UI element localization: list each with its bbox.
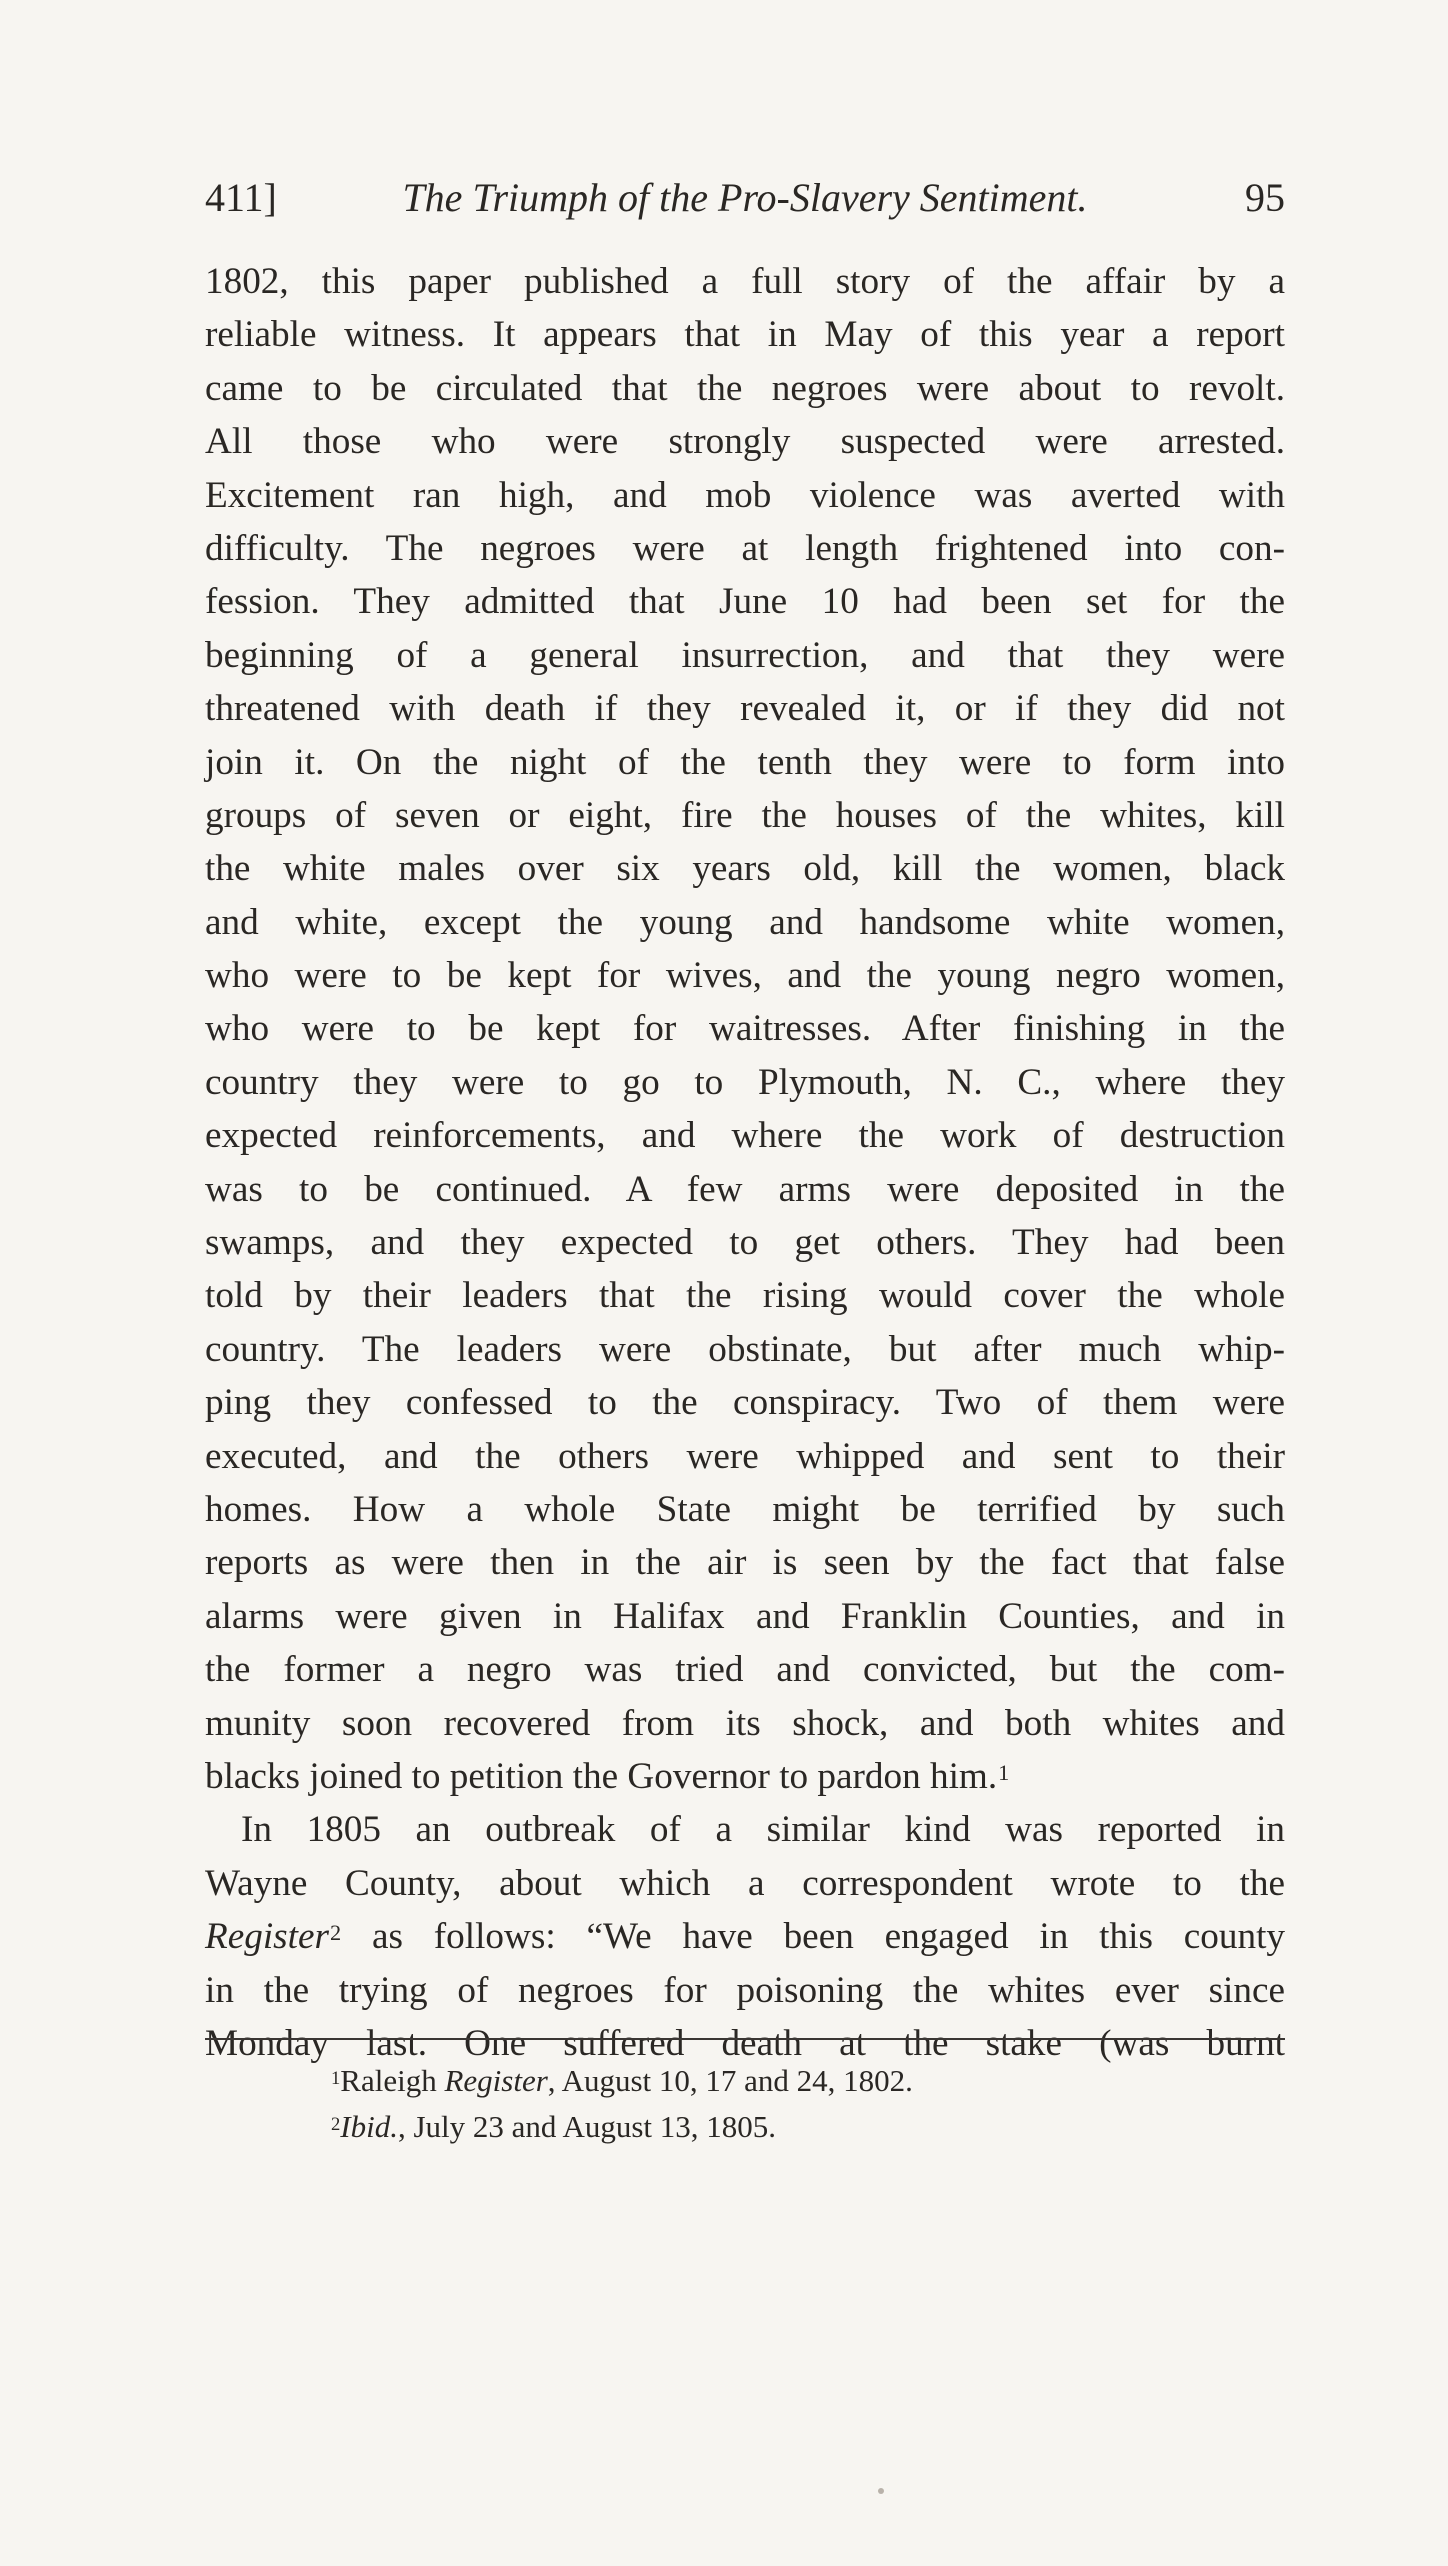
text-line: All those who were strongly suspected were arrested. — [205, 421, 1285, 463]
footnote-number: 2 — [331, 2114, 341, 2135]
text-line: ping they confessed to the conspiracy. Two of them were — [205, 1382, 1285, 1424]
text-line: munity soon recovered from its shock, and both whites and — [205, 1702, 1285, 1744]
text-line: fession. They admitted that June 10 had been set for the — [205, 581, 1285, 623]
text-line: executed, and the others were whipped and sent to their — [205, 1435, 1285, 1477]
page-number: 95 — [1245, 175, 1285, 220]
footnote-ref-1[interactable]: 1 — [998, 1759, 1010, 1785]
footnote-divider — [205, 2038, 1285, 2040]
text-line: who were to be kept for wives, and the young negro women, — [205, 955, 1285, 997]
text-line: threatened with death if they revealed it, or if they did not — [205, 688, 1285, 730]
text-line: swamps, and they expected to get others. They had been — [205, 1222, 1285, 1264]
running-title: The Triumph of the Pro-Slavery Sentiment. — [402, 175, 1088, 220]
text-line: beginning of a general insurrection, and that they were — [205, 634, 1285, 676]
text-line: In 1805 an outbreak of a similar kind was reported in — [241, 1809, 1285, 1851]
text-line: the former a negro was tried and convicted, but the com- — [205, 1649, 1285, 1691]
text-line: who were to be kept for waitresses. After finishing in the — [205, 1008, 1285, 1050]
text-line: Monday last. One suffered death at the stake (was burnt — [205, 2022, 1285, 2064]
footnote-text: , July 23 and August 13, 1805. — [397, 2109, 777, 2144]
footnote-text: , August 10, 17 and 24, 1802. — [547, 2063, 913, 2098]
body-text — [205, 255, 1285, 2070]
text-line-content: as follows: “We have been engaged in this county — [341, 1916, 1285, 1958]
footnotes — [330, 2058, 1280, 2150]
text-line: was to be continued. A few arms were deposited in the — [205, 1168, 1285, 1210]
text-line: country they were to go to Plymouth, N. C., where they — [205, 1061, 1285, 1103]
text-line: alarms were given in Halifax and Franklin Counties, and in — [205, 1595, 1285, 1637]
text-line: Excitement ran high, and mob violence was averted with — [205, 474, 1285, 516]
text-line: difficulty. The negroes were at length frightened into con- — [205, 527, 1285, 569]
footnote-text: Raleigh — [340, 2063, 445, 2098]
text-line: Wayne County, about which a correspondent wrote to the — [205, 1862, 1285, 1904]
running-header — [205, 168, 1285, 228]
footnote-2 — [330, 2104, 1280, 2150]
section-number: 411] — [205, 175, 277, 220]
footnote-italic: Ibid. — [340, 2109, 398, 2144]
text-line: 1802, this paper published a full story of the affair by a — [205, 261, 1285, 302]
text-line: groups of seven or eight, fire the houses of the whites, kill — [205, 794, 1285, 836]
text-line: country. The leaders were obstinate, but after much whip- — [205, 1328, 1285, 1370]
text-line-content: blacks joined to petition the Governor to pardon him. — [205, 1755, 998, 1797]
footnote-number: 1 — [331, 2068, 341, 2089]
text-line: the white males over six years old, kill the women, black — [205, 848, 1285, 890]
text-line: in the trying of negroes for poisoning the whites ever since — [205, 1969, 1285, 2011]
text-line: homes. How a whole State might be terrified by such — [205, 1488, 1285, 1530]
text-line: reliable witness. It appears that in May of this year a report — [205, 314, 1285, 356]
text-line — [205, 1750, 1285, 1803]
register-title: Register — [205, 1916, 329, 1958]
text-line: came to be circulated that the negroes were about to revolt. — [205, 367, 1285, 409]
footnote-italic: Register — [444, 2063, 548, 2098]
footnote-1 — [330, 2058, 1280, 2104]
text-line — [205, 1910, 1285, 1963]
text-line: told by their leaders that the rising would cover the whole — [205, 1275, 1285, 1317]
text-line: join it. On the night of the tenth they were to form into — [205, 741, 1285, 783]
text-line: expected reinforcements, and where the work of destruction — [205, 1115, 1285, 1157]
footnote-ref-2[interactable]: 2 — [329, 1920, 342, 1946]
text-line: and white, except the young and handsome white women, — [205, 901, 1285, 943]
text-line: reports as were then in the air is seen by the fact that false — [205, 1542, 1285, 1584]
paper-speck — [878, 2488, 884, 2494]
